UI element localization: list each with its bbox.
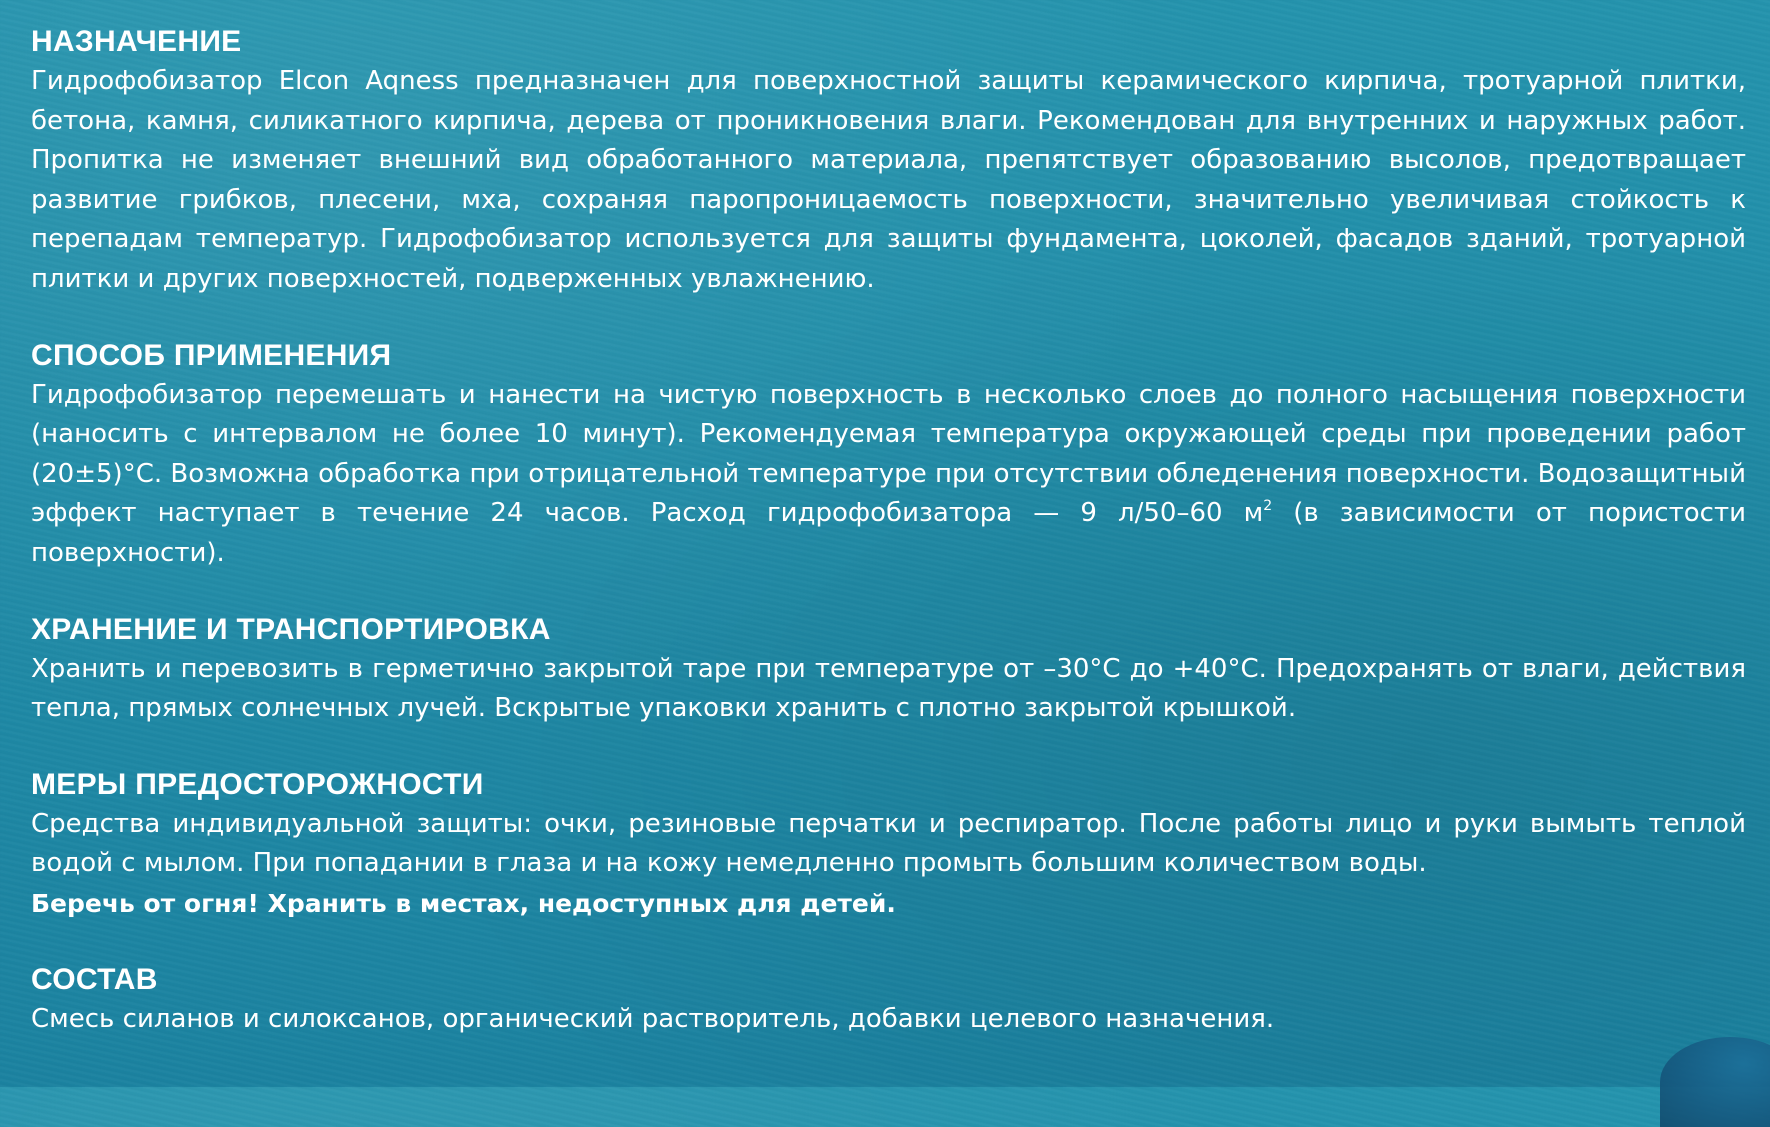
section-body-precautions: Средства индивидуальной защиты: очки, резиновые перчатки и респиратор. После работы лицо и руки вымыть теплой водой с мылом. При попадании в глаза и на кожу немедленно промыть большим количеством воды. bbox=[31, 808, 1746, 879]
section-title-precautions: МЕРЫ ПРЕДОСТОРОЖНОСТИ bbox=[31, 767, 484, 801]
section-precautions bbox=[31, 765, 1746, 924]
product-label-text bbox=[31, 22, 1746, 1076]
section-composition bbox=[31, 960, 1746, 1040]
section-body-application bbox=[31, 376, 1746, 574]
application-text-main: Гидрофобизатор перемешать и нанести на чистую поверхность в несколько слоев до полного насыщения поверхности (наносить с интервалом не более 10 минут). Рекомендуемая температура окружающей среды при проведении работ (20±5)°C. Возможна обработка при отрицательной температуре при отсутствии обледенения поверхности. Водозащитный эффект наступает в течение 24 часов. Расход гидрофобизатора — 9 л/50–60 м bbox=[31, 379, 1746, 529]
section-title-application: СПОСОБ ПРИМЕНЕНИЯ bbox=[31, 338, 392, 372]
section-body-composition: Смесь силанов и силоксанов, органический растворитель, добавки целевого назначения. bbox=[31, 1003, 1275, 1034]
application-text-tail: (в зависимости от пористости поверхности). bbox=[31, 498, 1746, 568]
section-application bbox=[31, 336, 1746, 574]
section-body-purpose: Гидрофобизатор Elcon Aqness предназначен для поверхностной защиты керамического кирпича, тротуарной плитки, бетона, камня, силикатного кирпича, дерева от проникновения влаги. Рекомендован для внутренних и наружных работ. Пропитка не изменяет внешний вид обработанного материала, препятствует образованию высолов, предотвращает развитие грибков, плесени, мха, сохраняя паропроницаемость поверхности, значительно увеличивая стойкость к перепадам температур. Гидрофобизатор используется для защиты фундамента, цоколей, фасадов зданий, тротуарной плитки и других поверхностей, подверженных увлажнению. bbox=[31, 66, 1746, 294]
section-purpose bbox=[31, 22, 1746, 300]
section-title-storage: ХРАНЕНИЕ И ТРАНСПОРТИРОВКА bbox=[31, 612, 551, 646]
fire-warning: Беречь от огня! Хранить в местах, недоступных для детей. bbox=[31, 888, 896, 918]
section-title-composition: СОСТАВ bbox=[31, 962, 158, 996]
square-meter-superscript: 2 bbox=[1263, 498, 1273, 515]
section-storage bbox=[31, 610, 1746, 729]
section-title-purpose: НАЗНАЧЕНИЕ bbox=[31, 25, 242, 58]
section-body-storage: Хранить и перевозить в герметично закрытой таре при температуре от –30°C до +40°C. Предохранять от влаги, действия тепла, прямых солнечных лучей. Вскрытые упаковки хранить с плотно закрытой крышкой. bbox=[31, 653, 1746, 724]
